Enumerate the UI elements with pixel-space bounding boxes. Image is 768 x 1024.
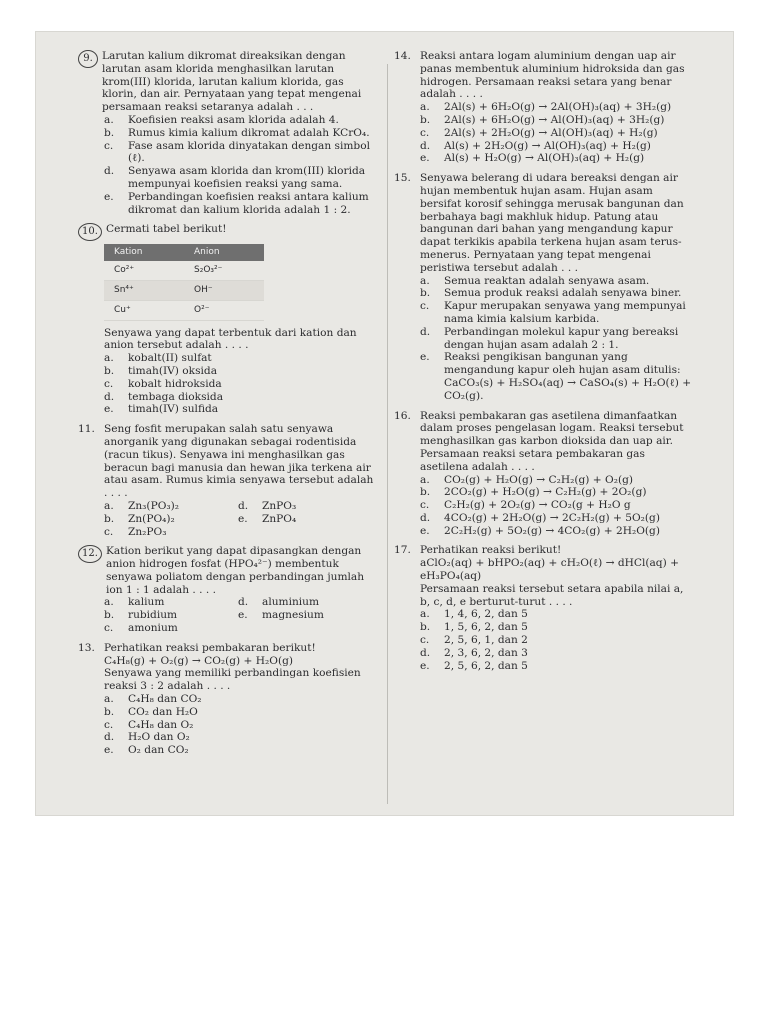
question-10 bbox=[78, 223, 378, 416]
question-9 bbox=[78, 50, 378, 216]
option-b: b. Semua produk reaksi adalah senyawa biner. bbox=[420, 287, 682, 300]
question-stem: Kation berikut yang dapat dipasangkan dengan anion hidrogen fosfat (HPO₄²⁻) membentuk senyawa poliatom dengan perbandingan jumlah ion 1 : 1 adalah . . . . bbox=[106, 545, 365, 596]
question-14 bbox=[394, 50, 694, 165]
option-e: magnesium bbox=[262, 609, 324, 622]
option-e: e. 2C₂H₂(g) + 5O₂(g) → 4CO₂(g) + 2H₂O(g) bbox=[420, 524, 660, 537]
option-c: c. Kapur merupakan senyawa yang mempunyai nama kimia kalsium karbida. bbox=[420, 300, 686, 325]
option-d: d. H₂O dan O₂ bbox=[104, 731, 190, 744]
question-number: 13. bbox=[78, 641, 95, 654]
option-c: c. C₂H₂(g) + 2O₂(g) → CO₂(g + H₂O g bbox=[420, 499, 631, 512]
option-d: d. Perbandingan molekul kapur yang bereaksi dengan hujan asam adalah 2 : 1. bbox=[420, 325, 679, 351]
question-stem-2: Senyawa yang memiliki perbandingan koefisien reaksi 3 : 2 adalah . . . . bbox=[104, 667, 361, 693]
question-11: 11. Seng fosfit merupakan salah satu senyawa anorganik yang digunakan sebagai rodentisida (racun tikus). Senyawa ini menghasilkan gas beracun bagi manusia dan hewan jika terkena air atau asam. Rumus kimia senyawa tersebut adalah . . . . a. Zn₃(PO₃)₂ d. ZnPO₃ b. Zn(PO₄)₂ e. ZnPO₄ c. Zn₂PO₃ bbox=[78, 423, 378, 538]
question-stem-2: Senyawa yang dapat terbentuk dari kation dan anion tersebut adalah . . . . bbox=[104, 326, 357, 352]
option-a: a. C₄H₈ dan CO₂ bbox=[104, 693, 202, 706]
option-a: a. 1, 4, 6, 2, dan 5 bbox=[420, 608, 528, 621]
option-e: e. O₂ dan CO₂ bbox=[104, 744, 189, 757]
question-number: 16. bbox=[394, 409, 411, 422]
question-15 bbox=[394, 172, 694, 402]
option-e: e. 2, 5, 6, 2, dan 5 bbox=[420, 659, 528, 672]
option-b: rubidium bbox=[128, 609, 178, 622]
question-16 bbox=[394, 410, 694, 538]
table-row: Co²⁺ S₂O₃²⁻ bbox=[104, 261, 264, 280]
table-header: Kation bbox=[104, 244, 184, 261]
option-b: b. 2CO₂(g) + H₂O(g) → C₂H₂(g) + 2O₂(g) bbox=[420, 486, 647, 499]
question-stem: Senyawa belerang di udara bereaksi dengan air hujan membentuk hujan asam. Hujan asam bersifat korosif sehingga merusak bangunan dan berbahaya bagi makhluk hidup. Patung atau bangunan dari bahan yang mengandung kapur dapat terkikis apabila terkena hujan asam terus-menerus. Pernyataan yang tepat mengenai peristiwa tersebut adalah . . . bbox=[420, 172, 684, 274]
question-number: 9. bbox=[78, 50, 98, 68]
option-b: Zn(PO₄)₂ bbox=[128, 512, 175, 525]
option-e: ZnPO₄ bbox=[262, 512, 297, 525]
book-page bbox=[36, 32, 733, 815]
question-number: 14. bbox=[394, 50, 411, 62]
question-number: 17. bbox=[394, 544, 411, 557]
option-d: d. Senyawa asam klorida dan krom(III) klorida mempunyai koefisien reaksi yang sama. bbox=[104, 165, 366, 190]
option-a: a. Koefisien reaksi asam klorida adalah 4. bbox=[104, 113, 339, 126]
question-stem: Reaksi pembakaran gas asetilena dimanfaatkan dalam proses pengelasan logam. Reaksi tersebut menghasilkan gas karbon dioksida dan uap air. Persamaan reaksi setara pembakaran gas asetilena adalah . . . . bbox=[420, 409, 684, 473]
option-a: a. CO₂(g) + H₂O(g) → C₂H₂(g) + O₂(g) bbox=[420, 473, 634, 486]
table-row: Cu⁺ O²⁻ bbox=[104, 300, 264, 320]
option-c: c. C₄H₈ dan O₂ bbox=[104, 718, 194, 731]
question-12: 12. Kation berikut yang dapat dipasangkan dengan anion hidrogen fosfat (HPO₄²⁻) membentuk senyawa poliatom dengan perbandingan jumlah ion 1 : 1 adalah . . . . a. kalium d. aluminium b. rubidium e. magnesium c. amonium bbox=[78, 545, 378, 635]
left-column bbox=[78, 50, 378, 764]
reaction-equation: aClO₂(aq) + bHPO₂(aq) + cH₂O(ℓ) → dHCl(aq) + eH₃PO₄(aq) bbox=[420, 557, 679, 583]
option-a: kalium bbox=[128, 596, 165, 609]
option-e: e. Reaksi pengikisan bangunan yang mengandung kapur oleh hujan asam ditulis: CaCO₃(s) + H₂SO₄(aq) → CaSO₄(s) + H₂O(ℓ) + CO₂(g). bbox=[420, 351, 692, 402]
column-divider bbox=[387, 64, 388, 804]
option-e: e. Al(s) + H₂O(g) → Al(OH)₃(aq) + H₂(g) bbox=[420, 152, 645, 165]
question-13 bbox=[78, 642, 378, 757]
ion-table bbox=[104, 244, 264, 320]
option-d: d. 4CO₂(g) + 2H₂O(g) → 2C₂H₂(g) + 5O₂(g) bbox=[420, 511, 660, 524]
right-column bbox=[394, 50, 694, 679]
option-c: c. Fase asam klorida dinyatakan dengan simbol (ℓ). bbox=[104, 139, 370, 165]
option-c: Zn₂PO₃ bbox=[128, 525, 167, 538]
question-stem: Seng fosfit merupakan salah satu senyawa anorganik yang digunakan sebagai rodentisida (racun tikus). Senyawa ini menghasilkan gas beracun bagi manusia dan hewan jika terkena air atau asam. Rumus kimia senyawa tersebut adalah . . . . bbox=[104, 423, 374, 500]
option-d: d. tembaga dioksida bbox=[104, 390, 224, 403]
option-c: c. 2, 5, 6, 1, dan 2 bbox=[420, 634, 528, 647]
reaction-equation: C₄H₈(g) + O₂(g) → CO₂(g) + H₂O(g) bbox=[104, 654, 294, 667]
option-e: e. timah(IV) sulfida bbox=[104, 403, 219, 416]
option-d: d. Al(s) + 2H₂O(g) → Al(OH)₃(aq) + H₂(g) bbox=[420, 139, 651, 152]
question-stem-2: Persamaan reaksi tersebut setara apabila nilai a, b, c, d, e berturut-turut . . . . bbox=[420, 582, 684, 608]
option-a: Zn₃(PO₃)₂ bbox=[128, 499, 180, 512]
option-a: a. kobalt(II) sulfat bbox=[104, 352, 212, 365]
option-e: e. Perbandingan koefisien reaksi antara kalium dikromat dan kalium klorida adalah 1 : 2. bbox=[104, 190, 369, 216]
option-c: amonium bbox=[128, 622, 178, 635]
option-b: b. 2Al(s) + 6H₂O(g) → Al(OH)₃(aq) + 3H₂(g) bbox=[420, 113, 665, 126]
question-number: 12. bbox=[78, 545, 102, 563]
option-d: d. 2, 3, 6, 2, dan 3 bbox=[420, 646, 528, 659]
option-b: b. Rumus kimia kalium dikromat adalah KCrO₄. bbox=[104, 126, 370, 139]
option-b: b. timah(IV) oksida bbox=[104, 364, 218, 377]
question-number: 15. bbox=[394, 172, 411, 185]
option-a: a. 2Al(s) + 6H₂O(g) → 2Al(OH)₃(aq) + 3H₂(g) bbox=[420, 101, 672, 114]
option-a: a. Semua reaktan adalah senyawa asam. bbox=[420, 274, 650, 287]
question-stem: Perhatikan reaksi berikut! bbox=[420, 544, 562, 557]
question-stem: Cermati tabel berikut! bbox=[106, 223, 227, 236]
option-d: aluminium bbox=[262, 596, 320, 609]
table-row: Sn⁴⁺ OH⁻ bbox=[104, 280, 264, 300]
option-d: ZnPO₃ bbox=[262, 499, 297, 512]
question-17 bbox=[394, 544, 694, 672]
option-b: b. CO₂ dan H₂O bbox=[104, 705, 198, 718]
option-c: c. 2Al(s) + 2H₂O(g) → Al(OH)₃(aq) + H₂(g) bbox=[420, 126, 658, 139]
question-stem: Larutan kalium dikromat direaksikan dengan larutan asam klorida menghasilkan larutan krom(III) klorida, larutan kalium klorida, gas klorin, dan air. Pernyataan yang tepat mengenai persamaan reaksi setaranya adalah . . . bbox=[102, 50, 362, 114]
question-number: 10. bbox=[78, 223, 102, 241]
question-number: 11. bbox=[78, 423, 95, 436]
option-c: c. kobalt hidroksida bbox=[104, 377, 222, 390]
option-b: b. 1, 5, 6, 2, dan 5 bbox=[420, 621, 528, 634]
question-stem: Perhatikan reaksi pembakaran berikut! bbox=[104, 641, 316, 654]
table-header: Anion bbox=[184, 244, 264, 261]
question-stem: Reaksi antara logam aluminium dengan uap air panas membentuk aluminium hidroksida dan gas hidrogen. Persamaan reaksi setara yang benar adalah . . . . bbox=[420, 50, 685, 101]
